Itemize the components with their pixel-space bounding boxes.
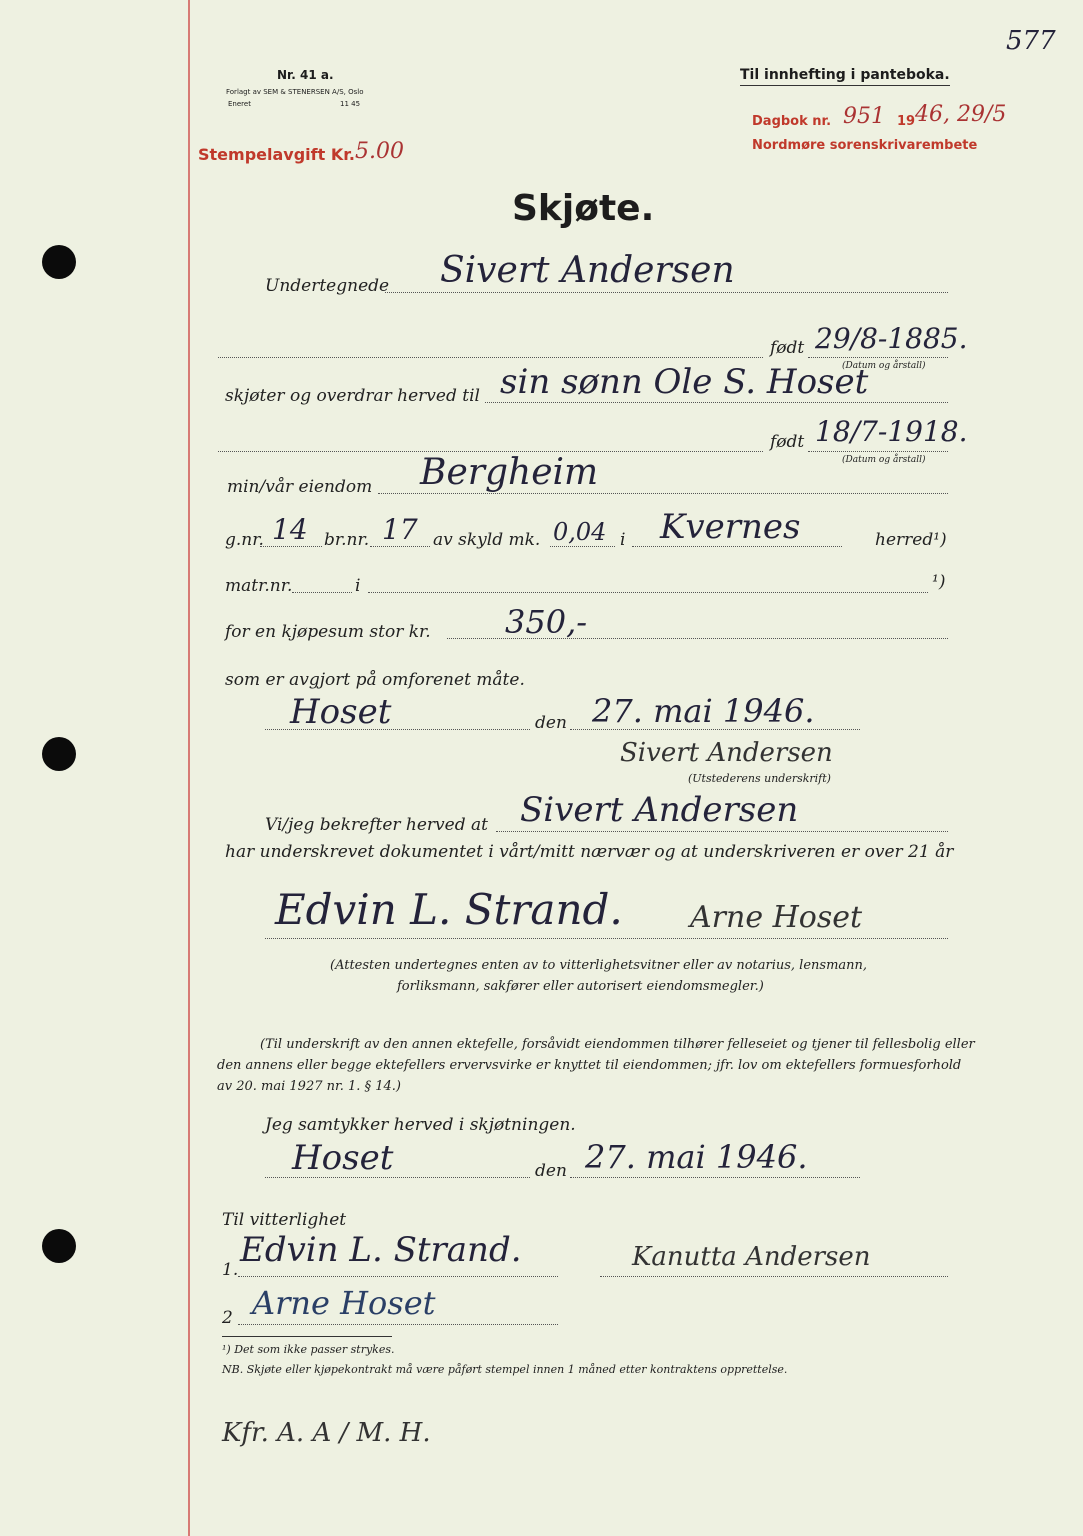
form-code: 11 45: [340, 100, 361, 108]
fodt-label: født: [770, 338, 805, 358]
issuer-caption: (Utstederens underskrift): [688, 772, 831, 785]
bekrefter-label: Vi/jeg bekrefter herved at: [265, 815, 488, 835]
dagbok-year-print: 19: [897, 114, 916, 129]
datum-hint: (Datum og årstall): [842, 455, 926, 465]
kjopesum-value: 350,-: [505, 603, 588, 641]
i-label: i: [620, 530, 626, 550]
dagbok-year-hand: 46, 29/5: [915, 102, 1007, 127]
fodt-label: født: [770, 432, 805, 452]
eneret-label: Eneret: [228, 100, 251, 108]
date-1: 27. mai 1946.: [592, 692, 815, 730]
den-label: den: [535, 713, 567, 733]
spouse-note-2: den annens eller begge ektefellers ervervsvirke er knyttet til eiendommen; jfr. lov om ektefellers formuesforhold: [217, 1058, 962, 1073]
vitterlighet-signature-2: Arne Hoset: [252, 1284, 436, 1322]
dagbok-label: Dagbok nr.: [752, 114, 832, 129]
buyer-born: 18/7-1918.: [815, 415, 968, 448]
datum-hint: (Datum og årstall): [842, 361, 926, 371]
vitterlighet-signature-1: Edvin L. Strand.: [240, 1230, 522, 1270]
witness-number-2: 2: [222, 1308, 233, 1328]
den-label: den: [535, 1161, 567, 1181]
property-name: Bergheim: [420, 452, 599, 493]
vitterlighet-label: Til vitterlighet: [222, 1210, 347, 1230]
witness-signature-2: Arne Hoset: [690, 900, 863, 935]
spouse-note-3: av 20. mai 1927 nr. 1. § 14.): [217, 1079, 401, 1094]
place-1: Hoset: [290, 692, 392, 732]
underskrevet-text: har underskrevet dokumentet i vårt/mitt nærvær og at underskriveren er over 21 år: [225, 842, 954, 862]
issuer-signature: Sivert Andersen: [620, 738, 833, 768]
footnote-2: NB. Skjøte eller kjøpekontrakt må være påført stempel innen 1 måned etter kontraktens opprettelse.: [222, 1363, 788, 1376]
gnr-label: g.nr.: [225, 530, 264, 550]
dagbok-value: 951: [843, 104, 885, 129]
undertegnede-label: Undertegnede: [265, 276, 390, 296]
punch-hole: [42, 737, 76, 771]
eiendom-label: min/vår eiendom: [227, 477, 373, 497]
skyld-label: av skyld mk.: [433, 530, 541, 550]
herred-value: Kvernes: [660, 507, 801, 547]
document-title: Skjøte.: [512, 188, 655, 229]
witness-number-1: 1.: [222, 1260, 239, 1280]
stempelavgift-label: Stempelavgift Kr.: [198, 145, 355, 164]
brnr-value: 17: [382, 513, 418, 546]
matrnr-label: matr.nr.: [225, 576, 293, 596]
form-number: Nr. 41 a.: [277, 68, 334, 82]
spouse-signature: Kanutta Andersen: [632, 1242, 871, 1272]
seller-born: 29/8-1885.: [815, 322, 968, 355]
punch-hole: [42, 245, 76, 279]
footnote-1: ¹) Det som ikke passer strykes.: [222, 1343, 395, 1356]
samtykker-label: Jeg samtykker herved i skjøtningen.: [265, 1115, 576, 1135]
buyer-name: sin sønn Ole S. Hoset: [500, 362, 869, 402]
seller-name: Sivert Andersen: [440, 250, 735, 291]
page-number: 577: [1006, 26, 1056, 56]
herred-label: herred¹): [875, 530, 947, 550]
skyld-value: 0,04: [553, 518, 607, 546]
spouse-note-1: (Til underskrift av den annen ektefelle, forsåvidt eiendommen tilhører felleseiet og tjener til fellesbolig eller: [260, 1037, 975, 1052]
skjoter-label: skjøter og overdrar herved til: [225, 386, 480, 406]
bottom-note: Kfr. A. A / M. H.: [222, 1418, 431, 1448]
punch-hole: [42, 1229, 76, 1263]
bekrefter-value: Sivert Andersen: [520, 790, 799, 830]
brnr-label: br.nr.: [324, 530, 370, 550]
matr-note: ¹): [932, 572, 946, 592]
kjopesum-label: for en kjøpesum stor kr.: [225, 622, 431, 642]
margin-rule: [188, 0, 190, 1536]
date-2: 27. mai 1946.: [585, 1138, 808, 1176]
attest-note-1: (Attesten undertegnes enten av to vitterlighetsvitner eller av notarius, lensmann,: [330, 958, 868, 973]
stempelavgift-value: 5.00: [355, 139, 404, 164]
witness-signature-1: Edvin L. Strand.: [275, 885, 623, 934]
attest-note-2: forliksmann, sakfører eller autorisert eiendomsmegler.): [397, 979, 764, 994]
avgjort-label: som er avgjort på omforenet måte.: [225, 670, 525, 690]
header-right: Til innhefting i panteboka.: [740, 67, 950, 86]
matr-i-label: i: [355, 576, 361, 596]
footnote-rule: [222, 1336, 392, 1337]
publisher-line: Forlagt av SEM & STENERSEN A/S, Oslo: [226, 88, 364, 96]
place-2: Hoset: [292, 1138, 394, 1178]
office-stamp: Nordmøre sorenskrivarembete: [752, 138, 978, 153]
gnr-value: 14: [272, 513, 308, 546]
